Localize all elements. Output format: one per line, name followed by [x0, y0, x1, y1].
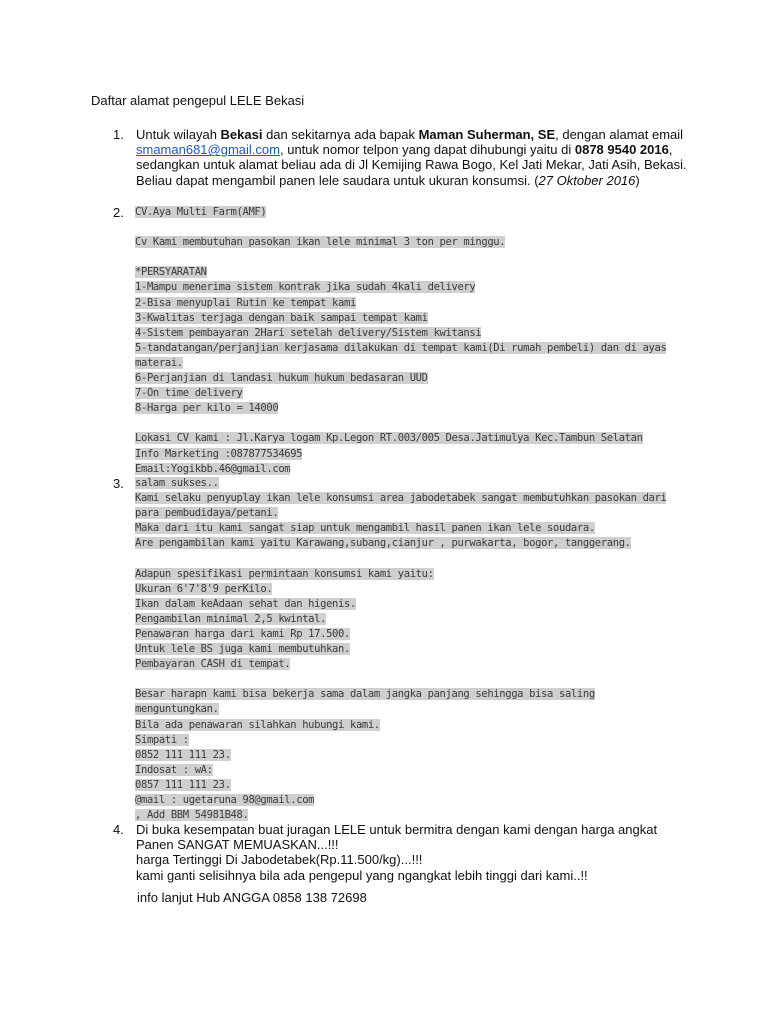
- item3-text: Bila ada penawaran silahkan hubungi kami.: [135, 718, 380, 731]
- item3-line: [135, 582, 666, 597]
- item3-text: salam sukses..: [135, 477, 219, 489]
- item3-text: Indosat : wA:: [135, 763, 213, 776]
- list-number-1: 1.: [113, 127, 124, 142]
- item2-line: [135, 401, 666, 416]
- item3-text: Simpati :: [135, 733, 189, 746]
- item1-text: , untuk nomor telpon yang dapat dihubungi yaitu di: [279, 142, 575, 158]
- item4-line: Di buka kesempatan buat juragan LELE untuk bermitra dengan kami dengan harga angkat: [136, 822, 658, 837]
- item3-text: , Add BBM 54981B48.: [135, 809, 249, 822]
- list-number-4: 4.: [113, 822, 124, 837]
- item2-text: Lokasi CV kami : Jl.Karya logam Kp.Legon RT.003/005 Desa.Jatimulya Kec.Tambun Selatan: [135, 432, 643, 445]
- item2-line: [135, 386, 666, 401]
- item2-text: 2-Bisa menyuplai Rutin ke tempat kami: [135, 296, 356, 309]
- item3-line: [135, 793, 666, 808]
- item2-line: [135, 341, 666, 356]
- item3-text: 0857 111 111 23.: [135, 778, 231, 791]
- item1-text: , dengan alamat email: [555, 127, 684, 142]
- item2-line: [135, 371, 666, 386]
- list-number-3: 3.: [113, 476, 124, 491]
- list-item-4: [136, 822, 657, 883]
- item2-text: Email:Yogikbb.46@gmail.com: [135, 462, 291, 475]
- item3-line: [135, 567, 666, 582]
- item3-text: para pembudidaya/petani.: [135, 507, 279, 520]
- item3-line: [135, 672, 666, 687]
- item3-text: Pengambilan minimal 2,5 kwintal.: [135, 612, 327, 625]
- item2-text: 3-Kwalitas terjaga dengan baik sampai tempat kami: [135, 311, 428, 324]
- item3-text: Ikan dalam keAdaan sehat dan higenis.: [135, 597, 356, 610]
- list-item-2: [135, 205, 666, 477]
- item2-text: 1-Mampu menerima sistem kontrak jika sudah 4kali delivery: [135, 281, 476, 294]
- item3-line: [135, 521, 666, 536]
- item3-line: [135, 718, 666, 733]
- item2-text: 8-Harga per kilo = 14000: [135, 402, 279, 415]
- list-item-3: [135, 476, 666, 823]
- item2-line: [135, 250, 666, 265]
- footer-contact: info lanjut Hub ANGGA 0858 138 72698: [137, 890, 367, 905]
- item3-text: menguntungkan.: [135, 703, 219, 716]
- email-link[interactable]: smaman681@gmail.com: [136, 142, 280, 158]
- item2-line: [135, 311, 666, 326]
- item3-text: Maka dari itu kami sangat siap untuk mengambil hasil panen ikan lele soudara.: [135, 522, 595, 535]
- item4-line: Panen SANGAT MEMUASKAN...!!!: [136, 837, 339, 853]
- item3-text: Besar harapn kami bisa bekerja sama dalam jangka panjang sehingga bisa saling: [135, 688, 595, 701]
- item2-line: [135, 326, 666, 341]
- item3-text: Are pengambilan kami yaitu Karawang,subang,cianjur , purwakarta, bogor, tanggerang.: [135, 537, 631, 550]
- item3-line: [135, 763, 666, 778]
- item2-text: CV.Aya Multi Farm(AMF): [135, 206, 267, 218]
- item2-line: [135, 205, 666, 220]
- item2-line: [135, 235, 666, 250]
- item2-text: 7-On time delivery: [135, 387, 243, 400]
- item2-line: [135, 296, 666, 311]
- item1-bold-region: Bekasi: [220, 127, 263, 142]
- item1-date: 27 Oktober 2016: [538, 172, 636, 188]
- item2-line: [135, 416, 666, 431]
- item2-line: [135, 431, 666, 446]
- item3-line: [135, 733, 666, 748]
- item3-text: Kami selaku penyuplay ikan lele konsumsi area jabodetabek sangat membutuhkan pasokan dari: [135, 492, 667, 505]
- item2-text: Info Marketing :087877534695: [135, 447, 303, 460]
- item3-line: [135, 657, 666, 672]
- item3-line: [135, 748, 666, 763]
- item2-line: [135, 265, 666, 280]
- item3-text: Pembayaran CASH di tempat.: [135, 658, 291, 671]
- item2-line: [135, 447, 666, 462]
- item3-text: 0852 111 111 23.: [135, 748, 231, 761]
- item4-line: harga Tertinggi Di Jabodetabek(Rp.11.500/kg)...!!!: [136, 852, 423, 868]
- item3-line: [135, 612, 666, 627]
- item3-text: Penawaran harga dari kami Rp 17.500.: [135, 627, 350, 640]
- item1-text: dan sekitarnya ada bapak: [262, 127, 419, 142]
- item3-text: Untuk lele BS juga kami membutuhkan.: [135, 643, 350, 656]
- item1-text: , sedangkan untuk alamat beliau ada di Jl Kemijing Rawa Bogo, Kel Jati Mekar, Jati Asih, Bekasi. Beliau dapat mengambil panen lele saudara untuk ukuran konsumsi. (: [136, 142, 687, 188]
- item2-text: 4-Sistem pembayaran 2Hari setelah delivery/Sistem kwitansi: [135, 326, 482, 339]
- item3-line: [135, 687, 666, 702]
- item3-line: [135, 808, 666, 823]
- item3-line: [135, 627, 666, 642]
- item2-line: [135, 220, 666, 235]
- item2-text: 6-Perjanjian di landasi hukum hukum bedasaran UUD: [135, 372, 428, 385]
- item2-line: [135, 280, 666, 295]
- item2-text: Cv Kami membutuhan pasokan ikan lele minimal 3 ton per minggu.: [135, 236, 506, 249]
- item3-text: @mail : ugetaruna 98@gmail.com: [135, 793, 315, 806]
- item3-line: [135, 642, 666, 657]
- item2-text: 5-tandatangan/perjanjian kerjasama dilakukan di tempat kami(Di rumah pembeli) dan di ayas: [135, 341, 667, 354]
- document-title: Daftar alamat pengepul LELE Bekasi: [91, 93, 305, 108]
- item3-line: [135, 476, 666, 491]
- item2-text: materai.: [135, 356, 183, 369]
- item4-line: kami ganti selisihnya bila ada pengepul yang ngangkat lebih tinggi dari kami..!!: [136, 867, 588, 883]
- item2-line: [135, 356, 666, 371]
- item3-line: [135, 702, 666, 717]
- item3-line: [135, 778, 666, 793]
- item2-line: [135, 462, 666, 477]
- item2-text: *PERSYARATAN: [135, 266, 207, 279]
- item3-line: [135, 506, 666, 521]
- item3-text: Ukuran 6'7'8'9 perKilo.: [135, 582, 273, 595]
- item1-bold-phone: 0878 9540 2016: [574, 142, 669, 158]
- item3-text: Adapun spesifikasi permintaan konsumsi kami yaitu:: [135, 567, 434, 580]
- item3-line: [135, 536, 666, 551]
- item1-text: Untuk wilayah: [136, 127, 221, 142]
- list-number-2: 2.: [113, 205, 124, 220]
- list-item-1: [136, 127, 696, 188]
- item3-line: [135, 491, 666, 506]
- item3-line: [135, 597, 666, 612]
- item1-text: ): [635, 172, 640, 188]
- item1-bold-name: Maman Suherman, SE: [418, 127, 556, 142]
- item3-line: [135, 551, 666, 566]
